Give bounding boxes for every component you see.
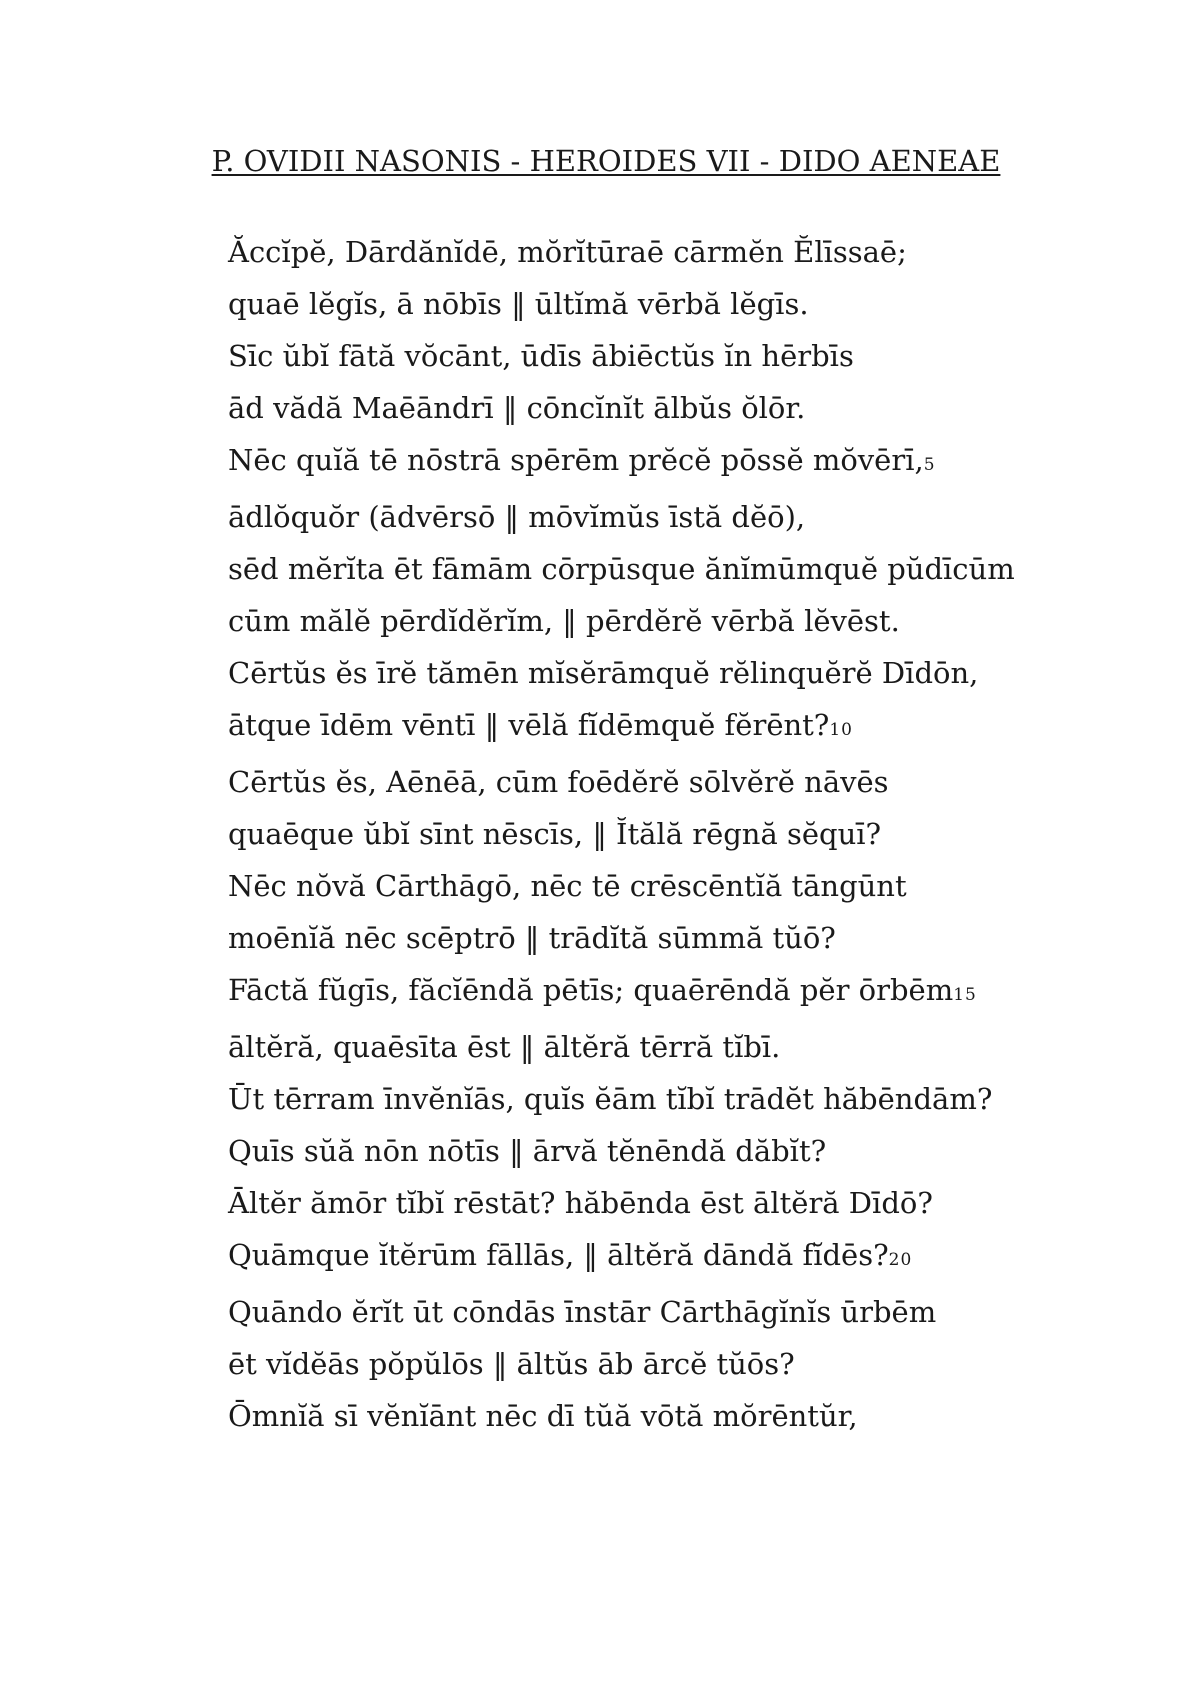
- verse-text: Nēc quĭă tē nōstrā spērēm prĕcĕ pōssĕ mŏvērī,: [228, 443, 924, 477]
- verse-line: [190, 654, 1022, 692]
- line-number: 20: [888, 1250, 913, 1270]
- verse-line: [190, 285, 1022, 323]
- verse-line: [190, 1028, 1022, 1066]
- poem-verses: [190, 233, 1022, 1449]
- verse-line: [190, 1293, 1022, 1331]
- verse-text: sēd mĕrĭta ēt fāmām cōrpūsque ănĭmūmquĕ pŭdīcūm: [228, 552, 1015, 586]
- verse-text: Āltĕr ămōr tĭbĭ rēstāt? hăbēnda ēst āltĕră Dīdō?: [228, 1186, 933, 1220]
- verse-line: [190, 498, 1022, 536]
- verse-text: Quīs sŭă nōn nōtīs ‖ ārvă tĕnēndă dăbĭt?: [228, 1134, 827, 1168]
- verse-line: [190, 706, 1022, 749]
- verse-line: [190, 441, 1022, 484]
- verse-line: [190, 1080, 1022, 1118]
- verse-line: [190, 233, 1022, 271]
- verse-text: āltĕră, quaēsīta ēst ‖ āltĕră tērră tĭbī.: [228, 1030, 781, 1064]
- verse-line: [190, 919, 1022, 957]
- verse-text: ātque īdēm vēntī ‖ vēlă fĭdēmquĕ fĕrēnt?: [228, 708, 830, 742]
- verse-line: [190, 337, 1022, 375]
- verse-line: [190, 1397, 1022, 1435]
- line-number: 5: [923, 455, 936, 475]
- verse-text: Ūt tērram īnvĕnĭās, quĭs ĕām tĭbĭ trādĕt hăbēndām?: [228, 1082, 993, 1116]
- verse-text: Sīc ŭbĭ fātă vŏcānt, ūdīs ābiēctŭs ĭn hērbīs: [228, 339, 854, 373]
- verse-text: ēt vĭdĕās pŏpŭlōs ‖ āltŭs āb ārcĕ tŭōs?: [228, 1347, 795, 1381]
- verse-text: moēnĭă nēc scēptrō ‖ trādĭtă sūmmă tŭō?: [228, 921, 836, 955]
- verse-line: [190, 389, 1022, 427]
- verse-text: Quāndo ĕrĭt ūt cōndās īnstār Cārthāgĭnĭs ūrbēm: [228, 1295, 937, 1329]
- verse-line: [190, 550, 1022, 588]
- verse-line: [190, 971, 1022, 1014]
- verse-text: Nēc nŏvă Cārthāgō, nēc tē crēscēntĭă tāngūnt: [228, 869, 907, 903]
- verse-text: Ōmnĭă sī vĕnĭānt nēc dī tŭă vōtă mŏrēntŭr,: [228, 1399, 858, 1433]
- verse-text: Ăccĭpĕ, Dārdănĭdē, mŏrĭtūraē cārmĕn Ĕlīssaē;: [228, 235, 907, 269]
- verse-text: Cērtŭs ĕs īrĕ tămēn mĭsĕrāmquĕ rĕlinquĕrĕ Dīdōn,: [228, 656, 979, 690]
- verse-line: [190, 867, 1022, 905]
- verse-text: Fāctă fŭgīs, făcĭēndă pētīs; quaērēndă pĕr ōrbēm: [228, 973, 954, 1007]
- line-number: 10: [829, 720, 853, 740]
- verse-text: quaēque ŭbĭ sīnt nēscīs, ‖ Ĭtălă rēgnă sĕquī?: [228, 817, 882, 851]
- verse-text: ādlŏquŏr (ādvērsō ‖ mōvĭmŭs īstă dĕō),: [228, 500, 806, 534]
- verse-line: [190, 1132, 1022, 1170]
- verse-line: [190, 763, 1022, 801]
- verse-text: cūm mălĕ pērdĭdĕrĭm, ‖ pērdĕrĕ vērbă lĕvēst.: [228, 604, 900, 638]
- verse-line: [190, 602, 1022, 640]
- verse-text: Quāmque ĭtĕrūm fāllās, ‖ āltĕră dāndă fĭdēs?: [228, 1238, 889, 1272]
- verse-line: [190, 1345, 1022, 1383]
- verse-line: [190, 1184, 1022, 1222]
- line-number: 15: [953, 985, 977, 1005]
- verse-line: [190, 1236, 1022, 1279]
- verse-line: [190, 815, 1022, 853]
- verse-text: ād vădă Maēāndrī ‖ cōncĭnĭt ālbŭs ŏlōr.: [228, 391, 806, 425]
- verse-text: quaē lĕgĭs, ā nōbīs ‖ ūltĭmă vērbă lĕgīs.: [228, 287, 809, 321]
- document-title: P. OVIDII NASONIS - HEROIDES VII - DIDO AENEAE: [211, 144, 1001, 178]
- verse-text: Cērtŭs ĕs, Aēnēā, cūm foēdĕrĕ sōlvĕrĕ nāvēs: [228, 765, 889, 799]
